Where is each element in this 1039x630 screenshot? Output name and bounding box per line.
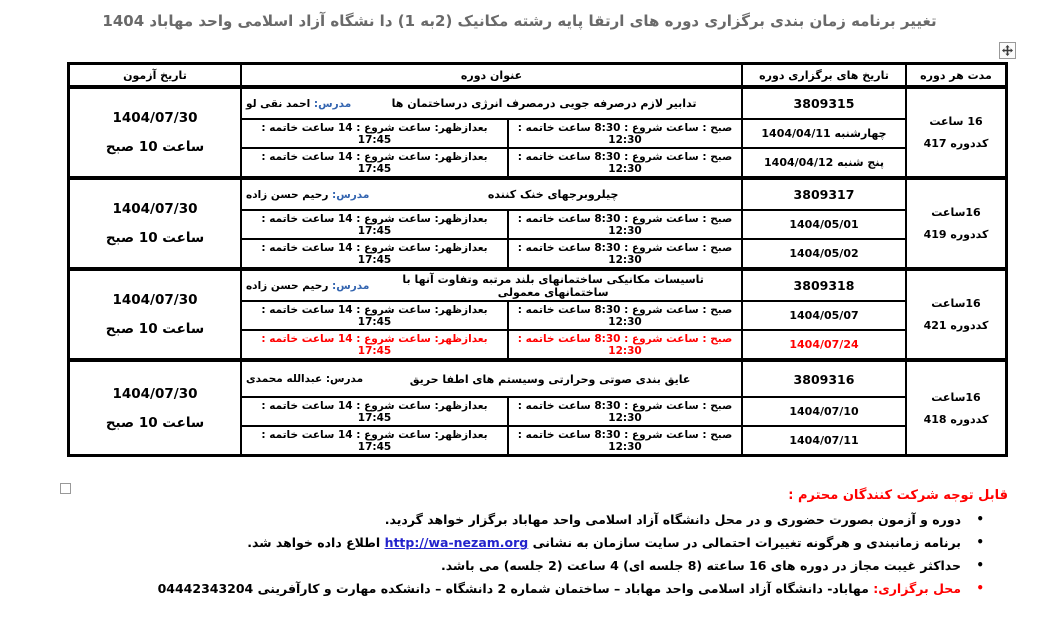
notes-heading: قابل توجه شرکت کنندگان محترم : (788, 488, 1008, 503)
afternoon-schedule: بعدازظهر: ساعت شروع : 14 ساعت خاتمه : 17:45 (241, 148, 508, 177)
duration-cell (906, 361, 1006, 455)
header-cell-dates: تاریخ های برگزاری دوره (742, 64, 906, 86)
table-move-handle[interactable] (999, 42, 1016, 59)
bullet-icon: • (976, 512, 984, 526)
morning-schedule: صبح : ساعت شروع : 8:30 ساعت خاتمه : 12:30 (508, 148, 742, 177)
course-block-419 (68, 178, 1007, 269)
exam-cell (69, 270, 241, 359)
bullet-icon: • (976, 535, 984, 549)
note-item-attendance (148, 512, 1008, 527)
instructor-label: مدرس: (332, 279, 370, 292)
session-date: 1404/07/24 (742, 330, 906, 359)
morning-schedule: صبح : ساعت شروع : 8:30 ساعت خاتمه : 12:30 (508, 239, 742, 268)
duration-hours: 16ساعت (931, 390, 981, 404)
instructor-name: رحیم حسن زاده (245, 279, 333, 292)
duration-cell (906, 179, 1006, 268)
session-date: 1404/05/01 (742, 210, 906, 239)
afternoon-schedule: بعدازظهر: ساعت شروع : 14 ساعت خاتمه : 17:45 (241, 210, 508, 239)
instructor (246, 189, 369, 201)
morning-schedule: صبح : ساعت شروع : 8:30 ساعت خاتمه : 12:30 (508, 301, 742, 330)
duration-code: کددوره 419 (923, 228, 989, 241)
morning-schedule: صبح : ساعت شروع : 8:30 ساعت خاتمه : 12:30 (508, 119, 742, 148)
course-code: 3809316 (742, 361, 906, 397)
afternoon-schedule: بعدازظهر: ساعت شروع : 14 ساعت خاتمه : 17:45 (241, 239, 508, 268)
venue-label: محل برگزاری: (873, 581, 961, 596)
schedule-table (67, 62, 1008, 457)
morning-schedule: صبح : ساعت شروع : 8:30 ساعت خاتمه : 12:30 (508, 426, 742, 455)
course-title: تدابیر لازم درصرفه جویی درمصرف انرژی درساختمان ها (391, 97, 697, 110)
bullet-icon: • (976, 558, 984, 572)
exam-time: ساعت 10 صبح (105, 139, 205, 155)
duration-hours: 16 ساعت (929, 115, 983, 128)
afternoon-schedule: بعدازظهر: ساعت شروع : 14 ساعت خاتمه : 17:45 (241, 426, 508, 455)
note-text: اطلاع داده خواهد شد. (247, 535, 385, 550)
course-title: عایق بندی صوتی وحرارتی وسیستم های اطفا حریق (409, 372, 691, 386)
site-link[interactable]: http://wa-nezam.org (384, 535, 529, 550)
instructor (246, 280, 369, 292)
morning-schedule: صبح : ساعت شروع : 8:30 ساعت خاتمه : 12:30 (508, 330, 742, 359)
exam-date: 1404/07/30 (112, 201, 198, 217)
header-cell-course: عنوان دوره (241, 64, 742, 86)
instructor-label: مدرس: (325, 373, 364, 385)
afternoon-schedule: بعدازظهر: ساعت شروع : 14 ساعت خاتمه : 17:45 (241, 301, 508, 330)
duration-code: کددوره 418 (923, 412, 989, 426)
instructor (246, 98, 351, 110)
instructor (246, 373, 363, 385)
note-text: دوره و آزمون بصورت حضوری و در محل دانشگاه آزاد اسلامی واحد مهاباد برگزار خواهد گردید. (384, 512, 961, 527)
instructor-name: رحیم حسن زاده (246, 188, 333, 201)
duration-code: کددوره 417 (923, 137, 989, 150)
venue-text: مهاباد- دانشگاه آزاد اسلامی واحد مهاباد – ساختمان شماره 2 دانشگاه – دانشکده مهارت و کارآفرینی 04442343204 (157, 581, 874, 596)
course-title-cell (241, 270, 742, 301)
afternoon-schedule: بعدازظهر: ساعت شروع : 14 ساعت خاتمه : 17:45 (241, 119, 508, 148)
session-date: 1404/05/02 (742, 239, 906, 268)
course-block-421 (68, 269, 1007, 360)
course-block-418 (68, 360, 1007, 456)
afternoon-schedule: بعدازظهر: ساعت شروع : 14 ساعت خاتمه : 17:45 (241, 330, 508, 359)
header-cell-duration: مدت هر دوره (906, 64, 1006, 86)
exam-cell (69, 88, 241, 177)
header-cell-exam: تاریخ آزمون (69, 64, 241, 86)
instructor-name: احمد نقی لو (246, 97, 314, 110)
course-block-417 (68, 87, 1007, 178)
morning-schedule: صبح : ساعت شروع : 8:30 ساعت خاتمه : 12:30 (508, 397, 742, 426)
session-date: 1404/07/11 (742, 426, 906, 455)
session-date: 1404/05/07 (742, 301, 906, 330)
course-title: تاسیسات مکانیکی ساختمانهای بلند مرتبه وتفاوت آنها با ساختمانهای معمولی (402, 272, 704, 299)
duration-hours: 16ساعت (931, 297, 981, 310)
exam-cell (69, 361, 241, 455)
instructor-name: عبدالله محمدی (246, 373, 326, 385)
duration-cell (906, 270, 1006, 359)
note-item-website (148, 535, 1008, 550)
instructor-label: مدرس: (332, 188, 370, 201)
note-text: حداکثر غیبت مجاز در دوره های 16 ساعته (8 جلسه ای) 4 ساعت (2 جلسه) می باشد. (440, 558, 961, 573)
course-title-cell (241, 179, 742, 210)
morning-schedule: صبح : ساعت شروع : 8:30 ساعت خاتمه : 12:30 (508, 210, 742, 239)
exam-date: 1404/07/30 (112, 292, 198, 308)
note-item-venue (148, 581, 1008, 596)
notes-section (148, 488, 1008, 604)
move-arrows-icon (1002, 45, 1013, 56)
course-code: 3809317 (742, 179, 906, 210)
exam-time: ساعت 10 صبح (105, 321, 205, 337)
afternoon-schedule: بعدازظهر: ساعت شروع : 14 ساعت خاتمه : 17:45 (241, 397, 508, 426)
course-title-cell (241, 361, 742, 397)
exam-date: 1404/07/30 (112, 110, 198, 126)
note-text: برنامه زمانبندی و هرگونه تغییرات احتمالی در سایت سازمان به نشانی (528, 535, 961, 550)
bullet-icon: • (976, 581, 984, 595)
duration-hours: 16ساعت (931, 206, 981, 219)
exam-time: ساعت 10 صبح (105, 230, 205, 246)
table-header-row (68, 63, 1007, 87)
note-item-absence (148, 558, 1008, 573)
course-code: 3809318 (742, 270, 906, 301)
course-title: چیلروبرجهای خنک کننده (487, 188, 619, 201)
course-title-cell (241, 88, 742, 119)
exam-date: 1404/07/30 (112, 385, 198, 402)
session-date: چهارشنبه 1404/04/11 (742, 119, 906, 148)
session-date: پنج شنبه 1404/04/12 (742, 148, 906, 177)
exam-time: ساعت 10 صبح (105, 414, 205, 431)
duration-cell (906, 88, 1006, 177)
table-resize-handle[interactable] (60, 483, 71, 494)
course-code: 3809315 (742, 88, 906, 119)
exam-cell (69, 179, 241, 268)
document-title: تغییر برنامه زمان بندی برگزاری دوره های ارتقا پایه رشته مکانیک (2به 1) دا نشگاه آزاد اسلامی واحد مهاباد 1404 (102, 12, 937, 30)
duration-code: کددوره 421 (923, 319, 989, 332)
session-date: 1404/07/10 (742, 397, 906, 426)
instructor-label: مدرس: (313, 97, 352, 110)
